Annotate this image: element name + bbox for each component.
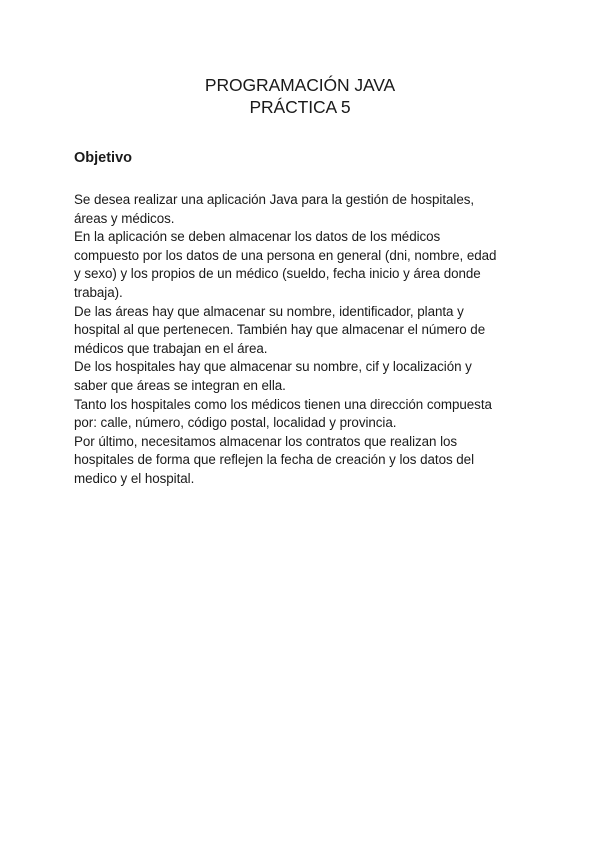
- body-line: áreas y médicos.: [74, 210, 175, 226]
- body-line: médicos que trabajan en el área.: [74, 340, 268, 356]
- body-line: trabaja).: [74, 284, 123, 300]
- body-line: De las áreas hay que almacenar su nombre, identificador, planta y: [74, 303, 464, 319]
- title-line-2: PRÁCTICA 5: [249, 97, 351, 117]
- body-line: De los hospitales hay que almacenar su nombre, cif y localización y: [74, 359, 472, 375]
- body-line: hospital al que pertenecen. También hay que almacenar el número de: [74, 322, 486, 338]
- section-heading: Objetivo: [74, 150, 133, 166]
- title-line-1: PROGRAMACIÓN JAVA: [204, 75, 396, 95]
- body-line: Se desea realizar una aplicación Java para la gestión de hospitales,: [74, 192, 475, 207]
- body-line: saber que áreas se integran en ella.: [74, 377, 286, 393]
- body-line: compuesto por los datos de una persona en general (dni, nombre, edad: [74, 247, 497, 263]
- body-line: medico y el hospital.: [74, 470, 195, 486]
- body-line: y sexo) y los propios de un médico (sueldo, fecha inicio y área donde: [74, 266, 481, 282]
- body-line: hospitales de forma que reflejen la fecha de creación y los datos del: [74, 452, 475, 468]
- body-line: Tanto los hospitales como los médicos tienen una dirección compuesta: [74, 396, 492, 412]
- body-line: Por último, necesitamos almacenar los contratos que realizan los: [74, 433, 458, 449]
- body-paragraphs: [74, 191, 534, 489]
- body-line: por: calle, número, código postal, localidad y provincia.: [74, 415, 397, 431]
- document-title: [0, 74, 600, 118]
- body-line: En la aplicación se deben almacenar los datos de los médicos: [74, 229, 441, 245]
